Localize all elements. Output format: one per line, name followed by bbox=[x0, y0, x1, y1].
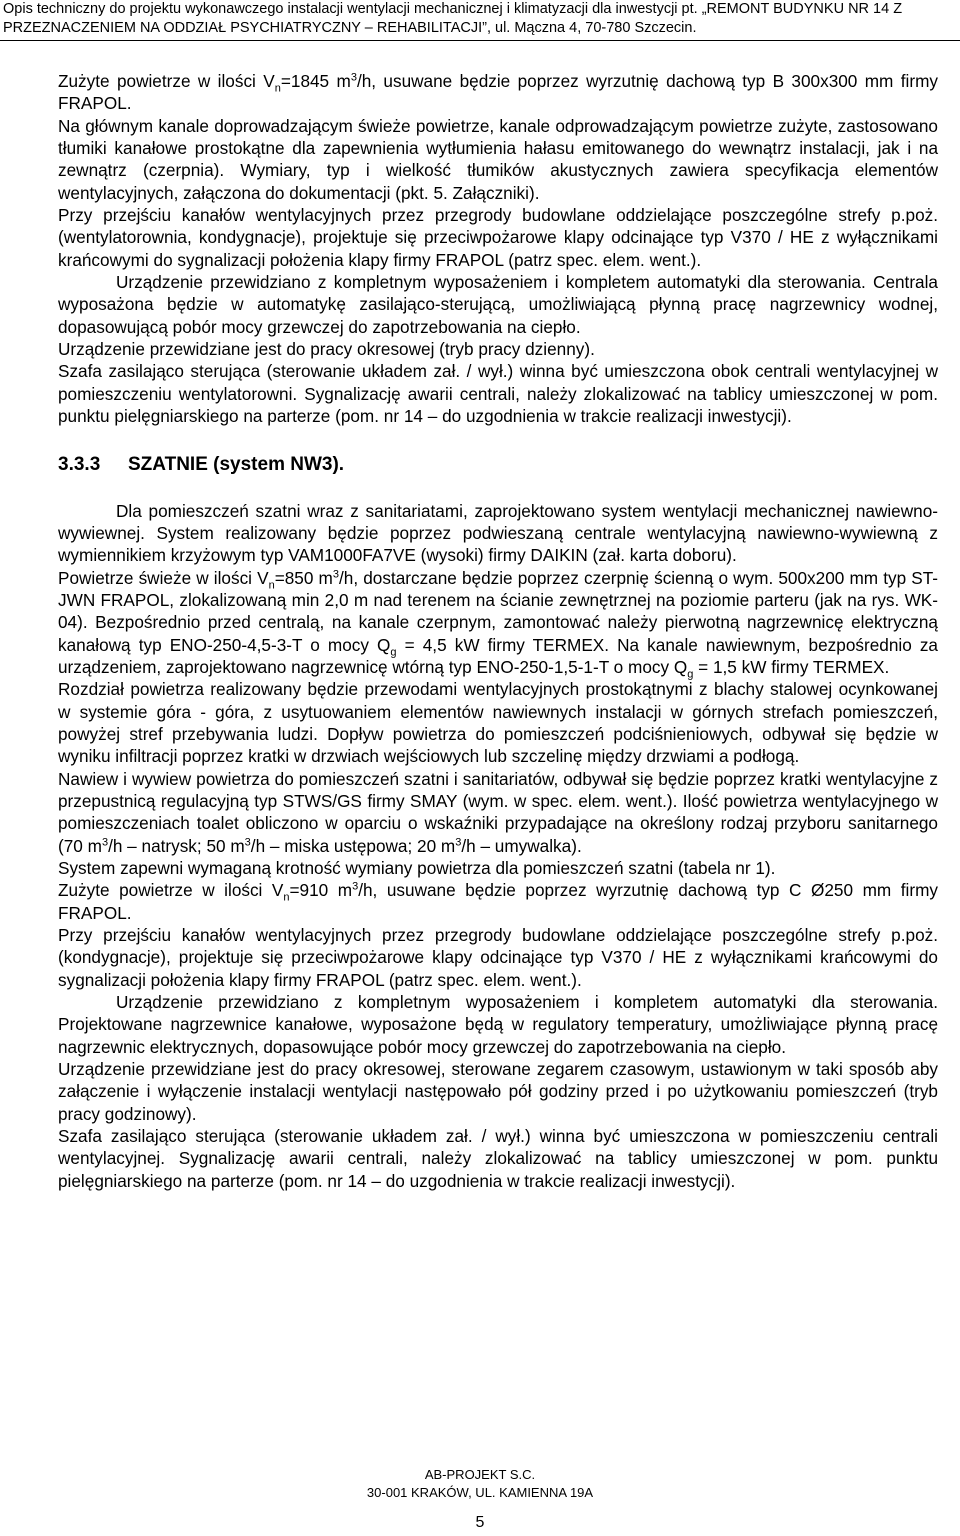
text: /h, usuwane będzie poprzez wyrzutnię dachową typ B 300x300 mm firmy FRAPOL. bbox=[58, 71, 938, 114]
superscript: 3 bbox=[332, 567, 339, 580]
paragraph-supply-exhaust bbox=[58, 768, 938, 857]
spacer bbox=[58, 428, 938, 450]
text: Nawiew i wywiew powietrza do pomieszczeń szatni i sanitariatów, odbywał się będzie poprzez kratki wentylacyjne z przepustnicą regulacyjną typ STWS/GS firmy SMAY (wym. w spec. elem. went.). Ilość powietrza wentylacyjnego w pomieszczeniach toalet obliczono w oparciu o wskaźniki przypadające na określony rodzaj przyboru sanitarnego (70 m bbox=[58, 768, 938, 856]
paragraph-fresh-air bbox=[58, 567, 938, 679]
paragraph-exhaust-air bbox=[58, 70, 938, 115]
paragraph-operation-mode-szatnie: Urządzenie przewidziane jest do pracy okresowej, sterowane zegarem czasowym, ustawionym w taki sposób aby załączenie i wyłączenie instalacji wentylacji następowało pół godziny przed i po użytkowaniu pomieszczeń (tryb pracy godzinowy). bbox=[58, 1059, 938, 1124]
text: /h – natrysk; 50 m bbox=[108, 835, 245, 856]
paragraph-fire-dampers-szatnie: Przy przejściu kanałów wentylacyjnych przez przegrody budowlane oddzielające poszczególne strefy p.poż. (kondygnacje), projektuje się przeciwpożarowe klapy odcinające typ V370 / HE z wyłącznikami krańcowymi do sygnalizacji położenia klapy firmy FRAPOL (patrz spec. elem. went.). bbox=[58, 925, 938, 990]
text: /h – miska ustępowa; 20 m bbox=[250, 835, 456, 856]
document-body bbox=[58, 70, 938, 1192]
section-heading bbox=[58, 452, 938, 478]
section-title: SZATNIE (system NW3). bbox=[128, 453, 345, 475]
text: =850 m bbox=[274, 567, 333, 588]
page-number: 5 bbox=[475, 1514, 485, 1531]
header-line-2: PRZEZNACZENIEM NA ODDZIAŁ PSYCHIATRYCZNY – REHABILITACJI”, ul. Mączna 4, 70-780 Szczecin. bbox=[3, 20, 697, 36]
header-line-1: Opis techniczny do projektu wykonawczego instalacji wentylacji mechanicznej i klimatyzacji dla inwestycji pt. „REMONT BUDYNKU NR 14 Z bbox=[3, 1, 903, 17]
page-footer bbox=[0, 1466, 960, 1502]
paragraph-operation-mode: Urządzenie przewidziane jest do pracy okresowej (tryb pracy dzienny). bbox=[58, 339, 595, 360]
paragraph-automation: Urządzenie przewidziano z kompletnym wyposażeniem i kompletem automatyki dla sterowania. Centrala wyposażona będzie w automatykę zasilająco-sterującą, umożliwiającą płynną pracę nagrzewnicy wodnej, dopasowującą pobór mocy grzewczej do zapotrzebowania na ciepło. bbox=[58, 272, 938, 337]
paragraph-fire-dampers: Przy przejściu kanałów wentylacyjnych przez przegrody budowlane oddzielające poszczególne strefy p.poż. (wentylatorownia, kondygnacje), projektuje się przeciwpożarowe klapy odcinające typ V370 / HE z wyłącznikami krańcowymi do sygnalizacji położenia klapy firmy FRAPOL (patrz spec. elem. went.). bbox=[58, 205, 938, 270]
superscript: 3 bbox=[101, 835, 109, 848]
subscript: n bbox=[283, 891, 290, 904]
text: Zużyte powietrze w ilości V bbox=[58, 880, 284, 901]
paragraph-air-exchange: System zapewni wymaganą krotność wymiany powietrza dla pomieszczeń szatni (tabela nr 1). bbox=[58, 858, 776, 878]
footer-company: AB-PROJEKT S.C. bbox=[424, 1467, 536, 1482]
superscript: 3 bbox=[352, 880, 359, 893]
paragraph-air-distribution: Rozdział powietrza realizowany będzie przewodami wentylacyjnych prostokątnymi z blachy stalowej ocynkowanej w systemie góra - góra, z usytuowaniem elementów nawiewnych instalacji w górnych strefach pomieszczeń, powyżej stref przebywania ludzi. Dopływ powietrza do pomieszczeń podciśnieniowych, odbywał się będzie w wyniku infiltracji poprzez kratki w drzwiach wejściowych lub szczelinę między drzwiami a podłogą. bbox=[58, 679, 938, 767]
paragraph-control-cabinet-szatnie: Szafa zasilająco sterująca (sterowanie układem zał. / wył.) winna być umieszczona w pomieszczeniu centrali wentylacyjnej. Sygnalizację awarii centrali, należy zlokalizować na tablicy umieszczonej w pom. punktu pielęgniarskiego na parterze (pom. nr 14 – do uzgodnienia w trakcie realizacji inwestycji). bbox=[58, 1126, 938, 1191]
page-header bbox=[0, 0, 960, 41]
subscript: g bbox=[687, 668, 694, 681]
subscript: g bbox=[390, 646, 397, 658]
section-number: 3.3.3 bbox=[58, 453, 101, 475]
text: /h, dostarczane będzie poprzez czerpnię ścienną o wym. 500x200 mm typ ST-JWN FRAPOL, zlokalizowaną min 2,0 m nad terenem na ścianie zewnętrznej na poziomie parteru (jak na rys. WK-04). Bezpośrednio przed centralą, na kanale czerpnym, zamontować należy pierwotną nagrzewnicę elektryczną kanałową typ ENO-250-4,5-3-T o mocy Q bbox=[58, 567, 938, 655]
superscript: 3 bbox=[455, 835, 462, 848]
text: = 1,5 kW firmy TERMEX. bbox=[693, 656, 890, 677]
text: = 4,5 kW firmy TERMEX. Na kanale nawiewnym, bezpośrednio za urządzeniem, zaprojektowano nagrzewnicę wtórną typ ENO-250-1,5-1-T o mocy Q bbox=[58, 634, 938, 677]
text: Zużyte powietrze w ilości V bbox=[58, 71, 275, 91]
spacer bbox=[58, 478, 938, 500]
text: =910 m bbox=[289, 880, 353, 901]
subscript: n bbox=[268, 578, 275, 591]
paragraph-system-overview: Dla pomieszczeń szatni wraz z sanitariatami, zaprojektowano system wentylacji mechanicznej nawiewno-wywiewnej. System realizowany będzie poprzez podwieszaną centrale wentylacyjną nawiewno-wywiewną z wymiennikiem krzyżowym typ VAM1000FA7VE (wysoki) firmy DAIKIN (zał. karta doboru). bbox=[58, 500, 938, 566]
paragraph-exhaust-air-szatnie bbox=[58, 879, 938, 924]
superscript: 3 bbox=[350, 71, 357, 84]
paragraph-silencers: Na głównym kanale doprowadzającym świeże powietrze, kanale odprowadzającym powietrze zużyte, zastosowano tłumiki kanałowe prostokątne dla zapewnienia wytłumienia hałasu emitowanego do wewnątrz instalacji, jak i na zewnątrz (czerpnia). Wymiary, typ i wielkość tłumików akustycznych zawiera specyfikacja elementów wentylacyjnych, załączona do dokumentacji (pkt. 5. Załączniki). bbox=[58, 115, 938, 203]
text: Powietrze świeże w ilości V bbox=[58, 567, 269, 588]
text: /h, usuwane będzie poprzez wyrzutnię dachową typ C Ø250 mm firmy FRAPOL. bbox=[58, 880, 938, 923]
superscript: 3 bbox=[244, 835, 251, 848]
text: =1845 m bbox=[280, 71, 351, 91]
text: /h – umywalka). bbox=[461, 835, 582, 856]
paragraph-automation-szatnie: Urządzenie przewidziano z kompletnym wyposażeniem i kompletem automatyki dla sterowania. Projektowane nagrzewnice kanałowe, wyposażone będą w regulatory temperatury, umożliwiające płynną pracę nagrzewnic elektrycznych, dopasowujące pobór mocy grzewczej do zapotrzebowania na ciepło. bbox=[58, 992, 938, 1057]
subscript: n bbox=[274, 82, 281, 95]
paragraph-control-cabinet: Szafa zasilająco sterująca (sterowanie układem zał. / wył.) winna być umieszczona obok centrali wentylacyjnej w pomieszczeniu wentylatorowni. Sygnalizację awarii centrali, należy zlokalizować na tablicy umieszczonej w pom. punktu pielęgniarskiego na parterze (pom. nr 14 – do uzgodnienia w trakcie realizacji inwestycji). bbox=[58, 361, 938, 427]
footer-address: 30-001 KRAKÓW, UL. KAMIENNA 19A bbox=[366, 1485, 594, 1500]
header-divider bbox=[0, 40, 960, 41]
